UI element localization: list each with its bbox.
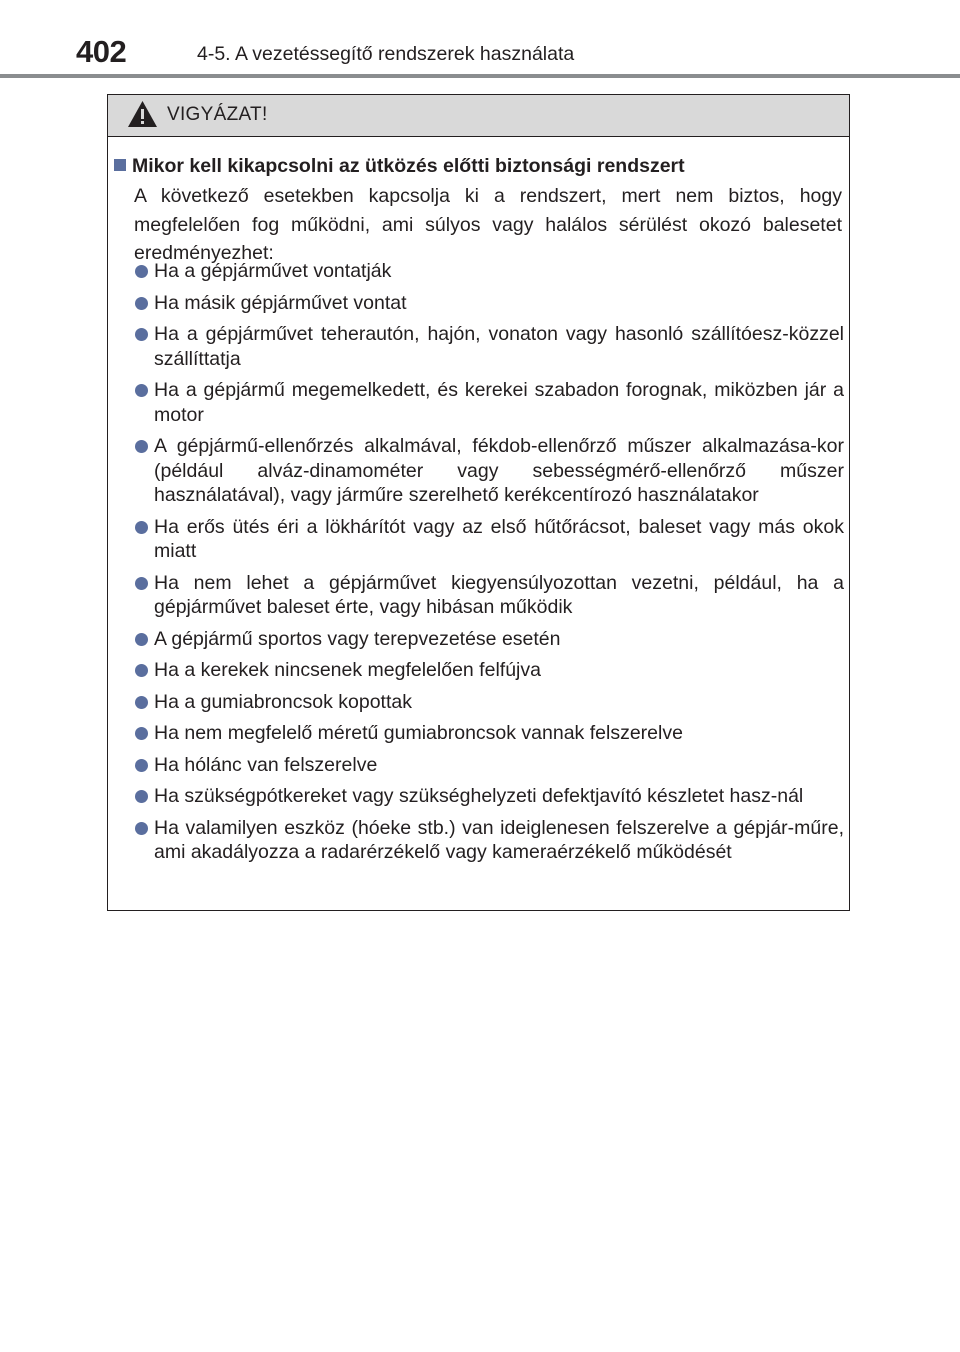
bullet-icon — [135, 328, 148, 341]
list-item — [114, 378, 844, 427]
bullet-icon — [135, 521, 148, 534]
list-item-text: Ha nem megfelelő méretű gumiabroncsok vannak felszerelve — [154, 722, 683, 744]
bullet-icon — [135, 440, 148, 453]
warning-box — [107, 94, 850, 911]
condition-list — [114, 259, 844, 872]
bullet-icon — [135, 633, 148, 646]
bullet-icon — [135, 790, 148, 803]
list-item-text: Ha nem lehet a gépjárművet kiegyensúlyozottan vezetni, például, ha a gépjárművet baleset érte, vagy hibásan működik — [154, 571, 844, 618]
section-title: 4-5. A vezetéssegítő rendszerek használata — [197, 43, 575, 65]
list-item — [114, 753, 844, 778]
warning-title: VIGYÁZAT! — [167, 104, 268, 125]
warning-subheading-text: Mikor kell kikapcsolni az ütközés előtti biztonsági rendszert — [132, 155, 685, 177]
bullet-icon — [135, 822, 148, 835]
bullet-icon — [135, 384, 148, 397]
list-item-text: Ha a gépjárművet vontatják — [154, 260, 392, 282]
bullet-icon — [135, 664, 148, 677]
list-item-text: Ha a gépjármű megemelkedett, és kerekei szabadon forognak, miközben jár a motor — [154, 379, 844, 426]
warning-subheading — [114, 154, 844, 178]
list-item-text: A gépjármű sportos vagy terepvezetése esetén — [154, 627, 561, 650]
list-item — [114, 816, 844, 865]
list-item — [114, 690, 844, 715]
bullet-icon — [135, 727, 148, 740]
list-item — [114, 721, 844, 746]
list-item — [114, 571, 844, 620]
list-item — [114, 291, 844, 316]
list-item-text: A gépjármű-ellenőrzés alkalmával, fékdob-ellenőrző műszer alkalmazása-kor (például alváz-dinamométer vagy sebességmérő-ellenőrző műszer használatával), vagy járműre szerelhető kerékcentírozó használatakor — [154, 435, 844, 506]
list-item-text: Ha valamilyen eszköz (hóeke stb.) van ideiglenesen felszerelve a gépjár-műre, ami akadályozza a radarérzékelő vagy kameraérzékelő működését — [154, 816, 844, 863]
list-item-text: Ha erős ütés éri a lökhárítót vagy az első hűtőrácsot, baleset vagy más okok miatt — [154, 515, 844, 562]
page-header — [0, 0, 960, 80]
bullet-icon — [135, 577, 148, 590]
list-item — [114, 627, 844, 652]
list-item-text: Ha a gépjárművet teherautón, hajón, vonaton vagy hasonló szállítóesz-közzel szállíttatja — [154, 323, 844, 370]
list-item-text: Ha hólánc van felszerelve — [154, 753, 378, 776]
list-item — [114, 259, 844, 284]
bullet-icon — [135, 759, 148, 772]
list-item — [114, 434, 844, 508]
warning-triangle-icon — [127, 100, 158, 128]
square-bullet-icon — [114, 159, 126, 171]
page-number: 402 — [76, 34, 127, 69]
list-item — [114, 322, 844, 371]
list-item-text: Ha a kerekek nincsenek megfelelően felfújva — [154, 659, 541, 681]
list-item-text: Ha a gumiabroncsok kopottak — [154, 690, 412, 713]
warning-intro: A következő esetekben kapcsolja ki a rendszert, mert nem biztos, hogy megfelelően fog működni, ami súlyos vagy halálos sérülést okozó balesetet eredményezhet: — [134, 185, 842, 264]
bullet-icon — [135, 297, 148, 310]
list-item-text: Ha szükségpótkereket vagy szükséghelyzeti defektjavító készletet hasz-nál — [154, 785, 804, 807]
list-item — [114, 784, 844, 809]
bullet-icon — [135, 696, 148, 709]
list-item — [114, 658, 844, 683]
header-rule — [0, 74, 960, 78]
list-item — [114, 515, 844, 564]
bullet-icon — [135, 265, 148, 278]
warning-header — [108, 95, 849, 137]
list-item-text: Ha másik gépjárművet vontat — [154, 291, 407, 314]
